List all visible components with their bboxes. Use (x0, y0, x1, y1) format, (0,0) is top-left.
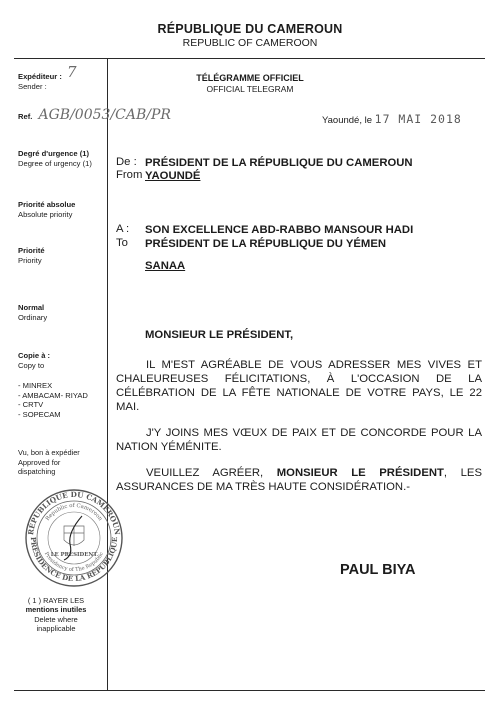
to-labels (116, 223, 129, 250)
paragraph-3 (116, 466, 482, 494)
paragraph-3-emphasis: MONSIEUR LE PRÉSIDENT (276, 467, 444, 479)
approval-en-1: Approved for (18, 457, 61, 467)
signatory-name: PAUL BIYA (340, 562, 416, 578)
priority-normal (18, 246, 45, 265)
bottom-rule (14, 690, 485, 691)
sender-block (18, 63, 77, 91)
date-stamp: 17 MAI 2018 (374, 112, 462, 126)
footnote-block (14, 596, 98, 633)
paragraph-3-start: VEUILLEZ AGRÉER, (146, 467, 277, 479)
sender-label-fr: Expéditeur : (18, 72, 62, 81)
footnote-line-3: Delete where (34, 614, 78, 624)
reference-label: Ref. (18, 112, 33, 121)
priority-absolute (18, 200, 75, 219)
sender-label-en: Sender : (18, 81, 47, 91)
footnote-line-1: ( 1 ) RAYER LES (27, 596, 85, 605)
seal-inner-bottom-text: Presidency of The Republic (42, 551, 106, 574)
approval-en-2: dispatching (18, 467, 56, 477)
approval-fr: Vu, bon à expédier (18, 448, 80, 457)
urgency-label-fr: Degré d'urgence (1) (18, 149, 90, 158)
ordinary-en: Ordinary (18, 312, 48, 322)
paragraph-2: J'Y JOINS MES VŒUX DE PAIX ET DE CONCORDE POUR LA NATION YÉMÉNITE. (116, 427, 482, 453)
telegram-title-en: OFFICIAL TELEGRAM (206, 84, 294, 94)
priority-absolute-en: Absolute priority (18, 209, 73, 219)
copy-recipient: - MINREX (18, 381, 53, 391)
republic-title-en: REPUBLIC OF CAMEROON (182, 37, 318, 49)
urgency-block (18, 149, 92, 168)
to-line-1: SON EXCELLENCE ABD-RABBO MANSOUR HADI (145, 224, 414, 236)
from-label-fr: De : (116, 156, 137, 168)
copy-recipient: - SOPECAM (18, 409, 61, 419)
footnote-line-4: inapplicable (36, 623, 76, 633)
top-rule (14, 58, 485, 59)
copy-recipient: - CRTV (18, 400, 44, 410)
margin-rule (107, 58, 108, 690)
seal-emblem-icon (64, 526, 84, 546)
from-line: PRÉSIDENT DE LA RÉPUBLIQUE DU CAMEROUN (145, 157, 413, 169)
from-label-en: From (116, 169, 143, 181)
copy-block (18, 351, 88, 420)
copy-recipient: - AMBACAM- RIYAD (18, 390, 88, 400)
salutation: MONSIEUR LE PRÉSIDENT, (145, 329, 294, 341)
from-city: YAOUNDÉ (145, 170, 201, 182)
to-city: SANAA (145, 260, 186, 272)
ordinary-fr: Normal (18, 303, 45, 312)
priority-absolute-fr: Priorité absolue (18, 200, 76, 209)
approval-block (18, 448, 80, 477)
paragraph-1: IL M'EST AGRÉABLE DE VOUS ADRESSER MES VIVES ET CHALEUREUSES FÉLICITATIONS, À L'OCCASION DE LA CÉLÉBRATION DE LA FÊTE NATIONALE DE VOTRE PAYS, LE 22 MAI. (116, 359, 482, 413)
seal-center-text: LE PRÉSIDENT (50, 552, 98, 558)
to-line-2: PRÉSIDENT DE LA RÉPUBLIQUE DU YÉMEN (145, 238, 387, 250)
copy-label-fr: Copie à : (18, 351, 51, 360)
to-label-en: To (116, 236, 128, 249)
seal-outer-top-text: RÉPUBLIQUE DU CAMEROUN (26, 489, 122, 536)
date-block (322, 112, 462, 126)
priority-en: Priority (18, 255, 42, 265)
copy-label-en: Copy to (18, 360, 45, 370)
seal-outer-bottom-text: PRÉSIDENCE DE LA RÉPUBLIQUE (28, 536, 120, 584)
paragraph-3-end: , LES ASSURANCES DE MA TRÈS HAUTE CONSIDÉRATION.- (116, 467, 482, 493)
to-label-fr: A : (116, 223, 130, 235)
priority-ordinary (18, 303, 47, 322)
date-prefix: Yaoundé, le (322, 115, 373, 126)
reference-handwritten-value: AGB/0053/CAB/PR (38, 107, 171, 123)
republic-title-fr: RÉPUBLIQUE DU CAMEROUN (157, 22, 343, 36)
sender-handwritten-value: 7 (67, 63, 77, 81)
from-labels (116, 156, 142, 182)
presidential-seal (24, 488, 124, 588)
footnote-line-2: mentions inutiles (25, 605, 87, 615)
telegram-title-fr: TÉLÉGRAMME OFFICIEL (196, 73, 304, 83)
urgency-label-en: Degree of urgency (1) (18, 158, 92, 168)
reference-block (18, 107, 171, 123)
priority-fr: Priorité (18, 246, 45, 255)
seal-inner-top-text: Republic of Cameroon (44, 503, 104, 523)
